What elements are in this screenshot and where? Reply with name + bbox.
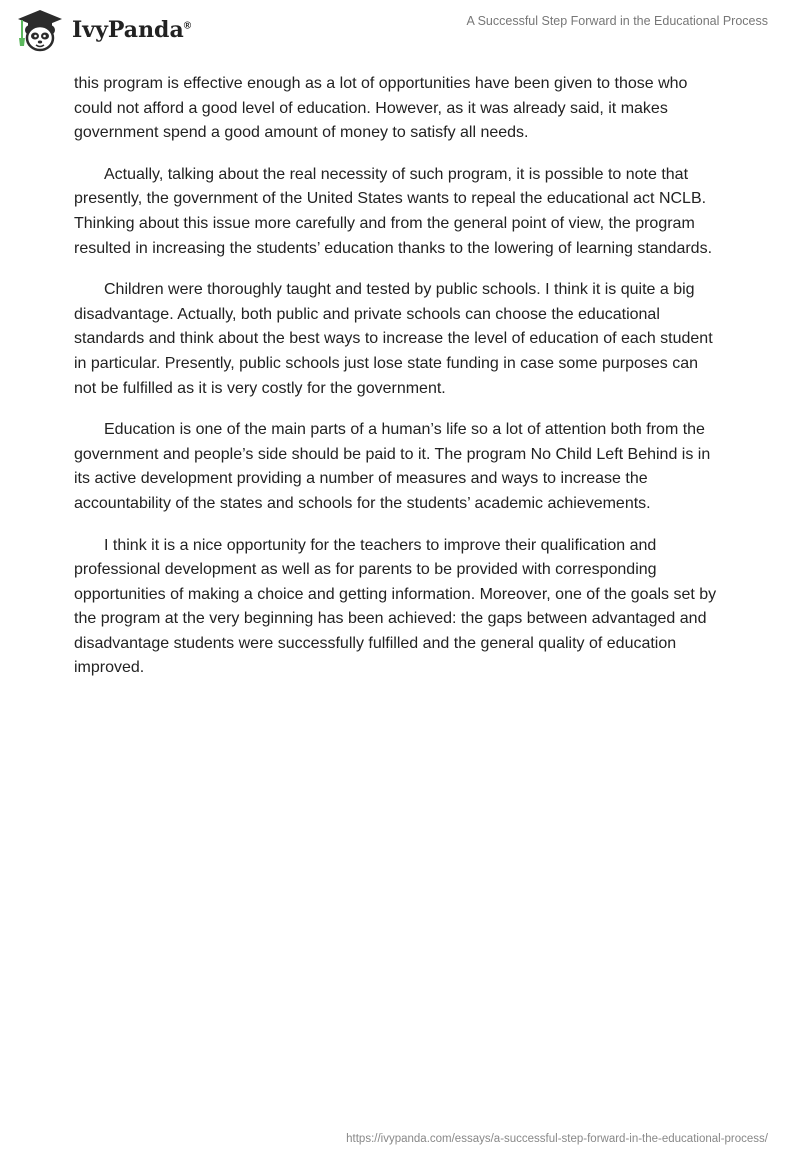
panda-graduate-icon	[14, 8, 66, 52]
page-header	[0, 0, 800, 60]
source-url-link[interactable]: https://ivypanda.com/essays/a-successful-step-forward-in-the-educational-process/	[346, 1133, 768, 1145]
document-title: A Successful Step Forward in the Educational Process	[466, 14, 768, 28]
brand-logo[interactable]	[14, 8, 191, 52]
paragraph: I think it is a nice opportunity for the teachers to improve their qualification and professional development as well as for parents to be provided with corresponding opportunities of making a choice and getting information. Moreover, one of the goals set by the program at the very beginning has been achieved: the gaps between advantaged and disadvantage students were successfully fulfilled and the general quality of education improved.	[74, 536, 717, 677]
paragraph: this program is effective enough as a lot of opportunities have been given to those who could not afford a good level of education. However, as it was already said, it makes government spend a good amount of money to satisfy all needs.	[74, 75, 688, 142]
essay-body	[74, 72, 724, 698]
paragraph: Actually, talking about the real necessity of such program, it is possible to note that presently, the government of the United States wants to repeal the educational act NCLB. Thinking about this issue more carefully and from the general point of view, the program resulted in increasing the students’ education thanks to the lowering of learning standards.	[74, 165, 713, 257]
brand-name: IvyPanda®	[72, 17, 192, 43]
paragraph: Children were thoroughly taught and tested by public schools. I think it is quite a big disadvantage. Actually, both public and private schools can choose the educational standards and think about the best ways to increase the level of education of each student in particular. Presently, public schools just lose state funding in case some purposes can not be fulfilled as it is very costly for the government.	[74, 281, 713, 397]
registered-mark: ®	[183, 20, 192, 32]
paragraph: Education is one of the main parts of a human’s life so a lot of attention both from the government and people’s side should be paid to it. The program No Child Left Behind is in its active development providing a number of measures and ways to increase the accountability of the states and schools for the students’ academic achievements.	[74, 421, 711, 512]
